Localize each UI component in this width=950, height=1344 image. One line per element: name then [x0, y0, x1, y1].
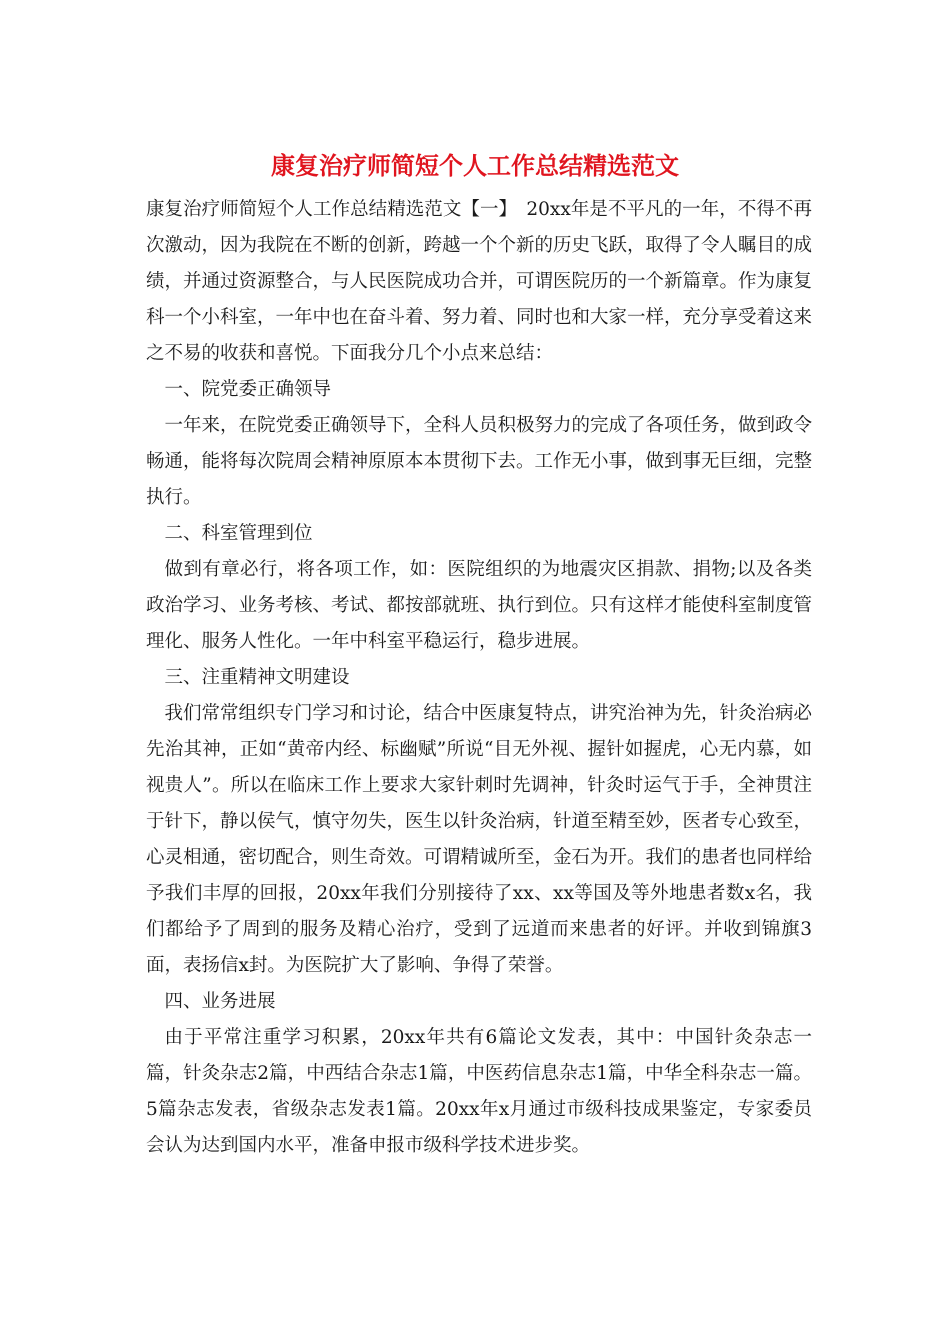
section-heading-2: 二、科室管理到位 — [164, 523, 313, 544]
section-paragraph-3: 我们常常组织专门学习和讨论，结合中医康复特点，讲究治神为先，针灸治病必先治其神，正如“黄帝内经、标幽赋”所说“目无外视、握针如握虎，心无内慕，如视贵人”。所以在临床工作上要求大家针刺时先调神，针灸时运气于手，全神贯注于针下，静以侯气，慎守勿失，医生以针灸治病，针道至精至妙，医者专心致至，心灵相通，密切配合，则生奇效。可谓精诚所至，金石为开。我们的患者也同样给予我们丰厚的回报，20xx年我们分别接待了xx、xx等国及等外地患者数x名，我们都给予了周到的服务及精心治疗，受到了远道而来患者的好评。并收到锦旗3面，表扬信x封。为医院扩大了影响、争得了荣誉。 — [146, 703, 813, 976]
section-heading-4: 四、业务进展 — [164, 991, 276, 1012]
section-paragraph-2: 做到有章必行，将各项工作，如：医院组织的为地震灾区捐款、捐物;以及各类政治学习、业务考核、考试、都按部就班、执行到位。只有这样才能使科室制度管理化、服务人性化。一年中科室平稳运行，稳步进展。 — [146, 559, 813, 652]
section-paragraph-4: 由于平常注重学习积累，20xx年共有6篇论文发表，其中：中国针灸杂志一篇，针灸杂志2篇，中西结合杂志1篇，中医药信息杂志1篇，中华全科杂志一篇。5篇杂志发表，省级杂志发表1篇。20xx年x月通过市级科技成果鉴定，专家委员会认为达到国内水平，准备申报市级科学技术进步奖。 — [146, 1027, 812, 1156]
intro-paragraph: 康复治疗师简短个人工作总结精选范文【一】 20xx年是不平凡的一年，不得不再次激动，因为我院在不断的创新，跨越一个个新的历史飞跃，取得了令人瞩目的成绩，并通过资源整合，与人民医院成功合并，可谓医院历的一个新篇章。作为康复科一个小科室，一年中也在奋斗着、努力着、同时也和大家一样，充分享受着这来之不易的收获和喜悦。下面我分几个小点来总结： — [146, 199, 813, 364]
document-title: 康复治疗师简短个人工作总结精选范文 — [271, 152, 679, 180]
section-heading-1: 一、院党委正确领导 — [164, 379, 332, 400]
section-paragraph-1: 一年来，在院党委正确领导下，全科人员积极努力的完成了各项任务，做到政令畅通，能将每次院周会精神原原本本贯彻下去。工作无小事，做到事无巨细，完整执行。 — [146, 415, 813, 508]
document-body — [146, 192, 812, 1164]
section-heading-3: 三、注重精神文明建设 — [164, 667, 350, 688]
